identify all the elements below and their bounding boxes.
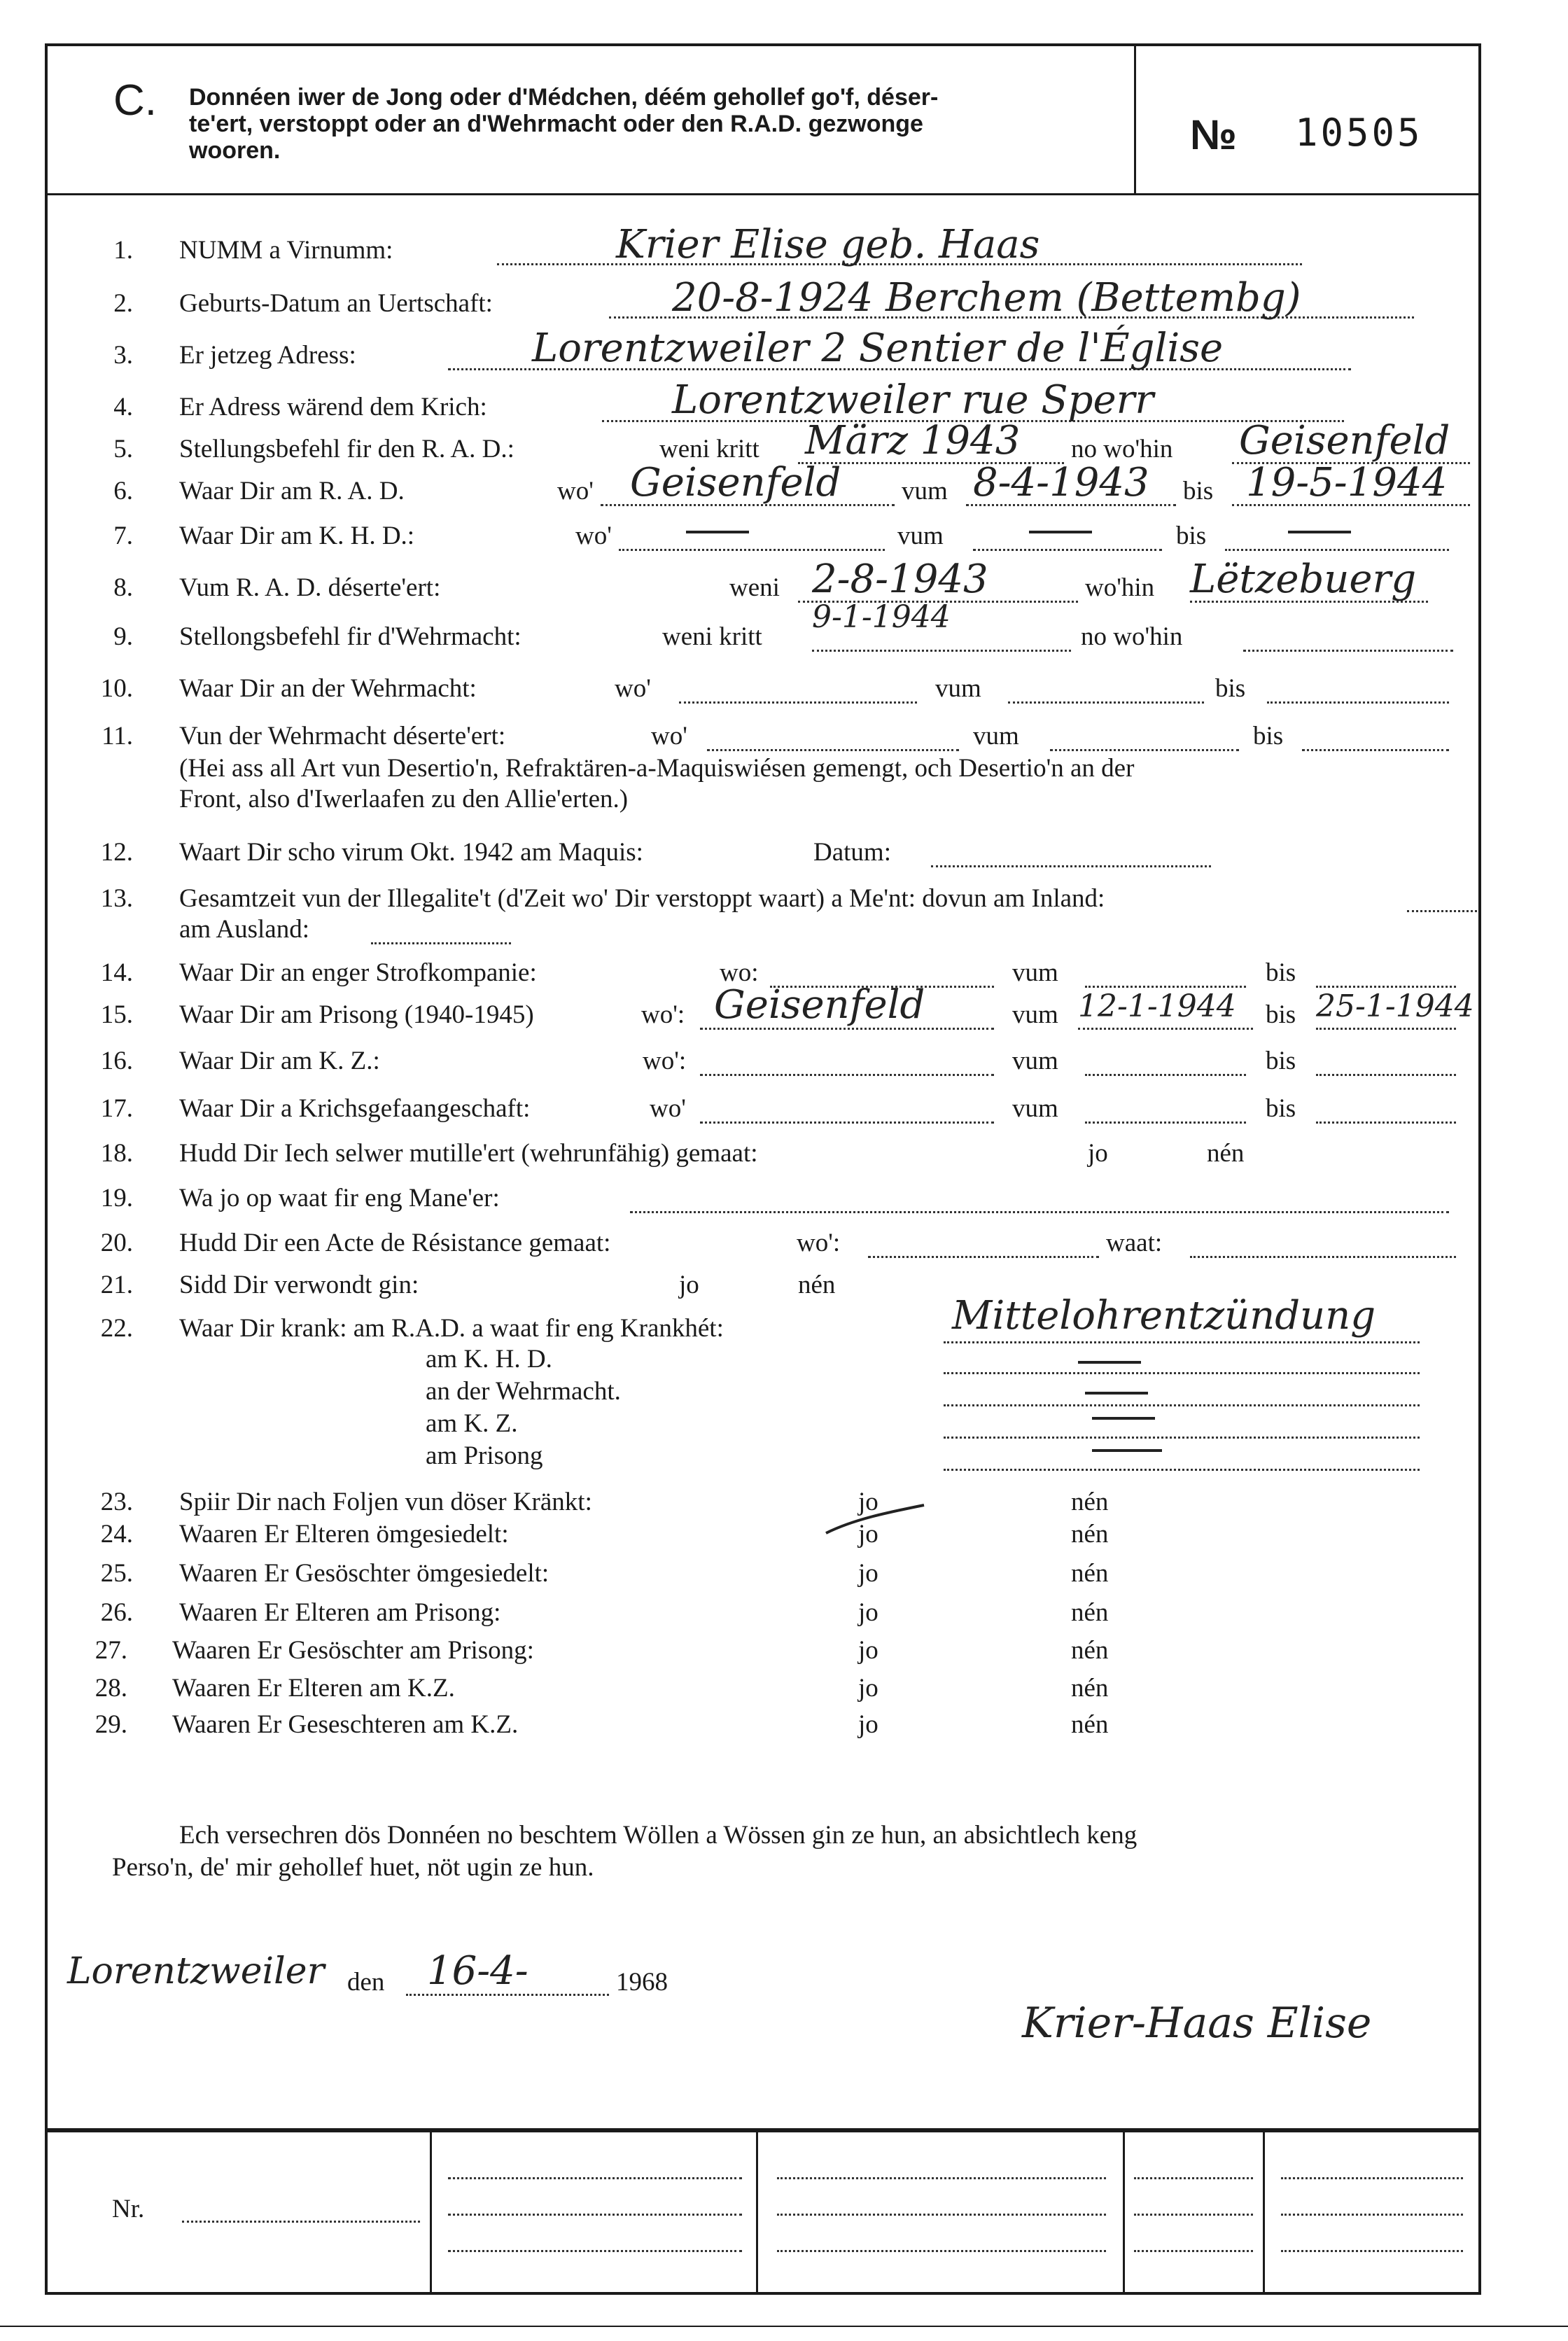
wo-label: wo' <box>557 477 594 505</box>
wehrmacht-desertion-label: Vun der Wehrmacht déserte'ert: <box>179 722 506 750</box>
fill-line <box>1316 986 1456 988</box>
weni-label: weni kritt <box>659 435 760 463</box>
consequences-label: Spiir Dir nach Foljen vun döser Kränkt: <box>179 1488 592 1516</box>
address-value: Lorentzweiler 2 Sentier de l'Église <box>532 326 1224 371</box>
nen-option: nén <box>798 1271 836 1299</box>
ausland-label: am Ausland: <box>179 915 310 944</box>
bis-label: bis <box>1183 477 1214 505</box>
prison-place: Geisenfeld <box>714 982 925 1028</box>
illness-sub-label: am K. H. D. <box>426 1345 552 1374</box>
fill-line <box>944 1469 1420 1471</box>
rad-service-label: Waar Dir am R. A. D. <box>179 477 405 505</box>
jo-option: jo <box>858 1598 878 1627</box>
fill-line <box>1085 986 1246 988</box>
jo-option: jo <box>858 1488 878 1516</box>
nen-option: nén <box>1071 1710 1109 1739</box>
jo-option: jo <box>679 1271 699 1299</box>
vum-label: vum <box>902 477 948 505</box>
siblings-resettled-label: Waaren Er Gesöschter ömgesiedelt: <box>179 1559 550 1588</box>
nen-option: nén <box>1071 1559 1109 1588</box>
rad-desertion-place: Lëtzebuerg <box>1190 557 1417 602</box>
fill-line <box>1225 549 1449 551</box>
weni-label: weni <box>729 573 780 602</box>
empty-dash <box>1029 531 1092 533</box>
name-value: Krier Elise geb. Haas <box>616 222 1040 267</box>
fill-line <box>1316 1028 1456 1030</box>
fill-line <box>619 549 885 551</box>
maquis-label: Waart Dir scho virum Okt. 1942 am Maquis: <box>179 838 643 867</box>
row-number: 5. <box>113 435 133 463</box>
header-title-line: wooren. <box>189 137 281 164</box>
vum-label: vum <box>1012 958 1058 987</box>
fill-line <box>1050 749 1239 751</box>
fill-line <box>1078 1028 1253 1030</box>
header-separator <box>45 193 1481 195</box>
wohin-label: no wo'hin <box>1071 435 1173 463</box>
row-number: 24. <box>100 1520 133 1549</box>
fill-line <box>1302 749 1449 751</box>
row-number: 25. <box>100 1559 133 1588</box>
siblings-prison-label: Waaren Er Gesöschter am Prisong: <box>172 1636 534 1665</box>
resistance-label: Hudd Dir een Acte de Résistance gemaat: <box>179 1229 611 1257</box>
wehrmacht-service-label: Waar Dir an der Wehrmacht: <box>179 674 477 703</box>
fill-line <box>371 942 511 944</box>
fill-line <box>1281 2214 1463 2216</box>
row-number: 6. <box>113 477 133 505</box>
declaration-text: Perso'n, de' mir gehollef huet, nöt ugin ze hun. <box>112 1853 594 1882</box>
fill-line <box>1243 650 1453 652</box>
row-number: 10. <box>100 674 133 703</box>
wohin-label: wo'hin <box>1085 573 1155 602</box>
bis-label: bis <box>1266 958 1296 987</box>
nen-option: nén <box>1071 1674 1109 1703</box>
datum-label: Datum: <box>813 838 891 867</box>
row-number: 29. <box>94 1710 127 1739</box>
wehrmacht-order-label: Stellongsbefehl fir d'Wehrmacht: <box>179 622 522 651</box>
footer-divider <box>1263 2132 1265 2295</box>
fill-line <box>812 650 1071 652</box>
fill-line <box>700 1074 994 1076</box>
jo-option: jo <box>858 1520 878 1549</box>
fill-line <box>1134 2177 1253 2179</box>
wo-label: wo' <box>615 674 651 703</box>
vum-label: vum <box>973 722 1019 750</box>
row-number: 8. <box>113 573 133 602</box>
nen-option: nén <box>1071 1488 1109 1516</box>
birth-label: Geburts-Datum an Uertschaft: <box>179 289 493 318</box>
birth-value: 20-8-1924 Berchem (Bettembg) <box>672 275 1301 321</box>
vum-label: vum <box>1012 1094 1058 1123</box>
illness-value: Mittelohrentzündung <box>952 1293 1376 1339</box>
bis-label: bis <box>1253 722 1284 750</box>
row-number: 28. <box>94 1674 127 1703</box>
nen-option: nén <box>1207 1139 1245 1168</box>
fill-line <box>630 1211 1449 1213</box>
footer-divider <box>756 2132 758 2295</box>
wounded-label: Sidd Dir verwondt gin: <box>179 1271 419 1299</box>
illness-label: Waar Dir krank: am R.A.D. a waat fir eng Krankhét: <box>179 1314 724 1343</box>
rad-service-to: 19-5-1944 <box>1246 460 1448 505</box>
wo-label: wo': <box>641 1000 685 1029</box>
jo-option: jo <box>858 1636 878 1665</box>
nen-option: nén <box>1071 1598 1109 1627</box>
bis-label: bis <box>1266 1000 1296 1029</box>
punishment-company-label: Waar Dir an enger Strofkompanie: <box>179 958 537 987</box>
row-number: 27. <box>94 1636 127 1665</box>
row-number: 9. <box>113 622 133 651</box>
footer-top-line <box>45 2128 1481 2132</box>
row-number: 1. <box>113 236 133 265</box>
wo-label: wo' <box>575 522 612 550</box>
war-address-label: Er Adress wärend dem Krich: <box>179 393 487 421</box>
fill-line <box>1085 1121 1246 1124</box>
fill-line <box>944 1404 1420 1406</box>
fill-line <box>868 1256 1099 1258</box>
section-letter: C. <box>113 76 157 125</box>
den-label: den <box>347 1968 385 1997</box>
vum-label: vum <box>1012 1000 1058 1029</box>
fill-line <box>700 1121 994 1124</box>
wo-label: wo: <box>720 958 759 987</box>
fill-line <box>1407 910 1477 912</box>
wo-label: wo': <box>797 1229 841 1257</box>
empty-dash <box>1092 1449 1162 1452</box>
bis-label: bis <box>1266 1094 1296 1123</box>
fill-line <box>1134 2250 1253 2252</box>
wo-label: wo' <box>650 1094 686 1123</box>
fill-line <box>448 2177 742 2179</box>
fill-line <box>1008 701 1204 704</box>
waat-label: waat: <box>1106 1229 1163 1257</box>
bis-label: bis <box>1176 522 1207 550</box>
war-address-value: Lorentzweiler rue Sperr <box>672 377 1154 423</box>
fill-line <box>448 2250 742 2252</box>
wehrmacht-order-date: 9-1-1944 <box>812 599 951 635</box>
fill-line <box>931 865 1211 867</box>
rad-desertion-date: 2-8-1943 <box>812 557 988 602</box>
empty-dash <box>686 531 749 533</box>
row-number: 20. <box>100 1229 133 1257</box>
fill-line <box>700 1028 994 1030</box>
row-number: 23. <box>100 1488 133 1516</box>
jo-option: jo <box>858 1674 878 1703</box>
prison-label: Waar Dir am Prisong (1940-1945) <box>179 1000 534 1029</box>
jo-option: jo <box>858 1559 878 1588</box>
row-number: 4. <box>113 393 133 421</box>
row-number: 18. <box>100 1139 133 1168</box>
fill-line <box>406 1994 609 1996</box>
rad-order-label: Stellungsbefehl fir den R. A. D.: <box>179 435 514 463</box>
fill-line <box>1316 1074 1456 1076</box>
nen-option: nén <box>1071 1636 1109 1665</box>
rad-order-place: Geisenfeld <box>1239 418 1450 463</box>
nen-option: nén <box>1071 1520 1109 1549</box>
empty-dash <box>1092 1417 1155 1420</box>
fill-line <box>1085 1074 1246 1076</box>
parents-resettled-label: Waaren Er Elteren ömgesiedelt: <box>179 1520 509 1549</box>
row-number: 3. <box>113 341 133 370</box>
jo-option: jo <box>1088 1139 1108 1168</box>
signing-year: 1968 <box>616 1968 668 1997</box>
siblings-kz-label: Waaren Er Geseschteren am K.Z. <box>172 1710 519 1739</box>
header-title <box>189 84 1092 164</box>
fill-line <box>944 1437 1420 1439</box>
row-number: 7. <box>113 522 133 550</box>
illegality-label: Gesamtzeit vun der Illegalite't (d'Zeit wo' Dir verstoppt waart) a Me'nt: dovun am Inland: <box>179 884 1105 913</box>
footer-divider <box>1123 2132 1125 2295</box>
row-number: 26. <box>100 1598 133 1627</box>
header-title-line: te'ert, verstoppt oder an d'Wehrmacht oder den R.A.D. gezwonge <box>189 111 923 137</box>
fill-line <box>707 749 959 751</box>
nr-label: Nr. <box>112 2195 145 2223</box>
fill-line <box>679 701 917 704</box>
row-number: 14. <box>100 958 133 987</box>
row-number: 19. <box>100 1184 133 1213</box>
header-title-line: Donnéen iwer de Jong oder d'Médchen, déém gehollef go'f, déser- <box>189 84 939 111</box>
row-number: 17. <box>100 1094 133 1123</box>
row-number: 22. <box>100 1314 133 1343</box>
vum-label: vum <box>935 674 981 703</box>
number-label: № <box>1190 111 1237 158</box>
fill-line <box>777 2177 1106 2179</box>
page-edge-line <box>0 2326 1568 2327</box>
fill-line <box>777 2214 1106 2216</box>
fill-line <box>448 2214 742 2216</box>
weni-label: weni kritt <box>662 622 762 651</box>
row-number: 15. <box>100 1000 133 1029</box>
pow-label: Waar Dir a Krichsgefaangeschaft: <box>179 1094 531 1123</box>
address-label: Er jetzeg Adress: <box>179 341 356 370</box>
name-label: NUMM a Virnumm: <box>179 236 393 265</box>
empty-dash <box>1078 1361 1141 1364</box>
wo-label: wo': <box>643 1047 687 1075</box>
fill-line <box>777 2250 1106 2252</box>
fill-line <box>1281 2250 1463 2252</box>
row-number: 2. <box>113 289 133 318</box>
khd-label: Waar Dir am K. H. D.: <box>179 522 415 550</box>
prison-to: 25-1-1944 <box>1316 988 1474 1024</box>
wo-label: wo' <box>651 722 687 750</box>
fill-line <box>944 1372 1420 1374</box>
vum-label: vum <box>897 522 944 550</box>
bis-label: bis <box>1215 674 1246 703</box>
fill-line <box>1267 701 1449 704</box>
row-number: 16. <box>100 1047 133 1075</box>
fill-line <box>1316 1121 1456 1124</box>
manner-label: Wa jo op waat fir eng Mane'er: <box>179 1184 500 1213</box>
parents-prison-label: Waaren Er Elteren am Prisong: <box>179 1598 501 1627</box>
desertion-note: Front, also d'Iwerlaafen zu den Allie'erten.) <box>179 785 629 813</box>
illness-sub-label: am Prisong <box>426 1441 543 1470</box>
parents-kz-label: Waaren Er Elteren am K.Z. <box>172 1674 455 1703</box>
fill-line <box>1281 2177 1463 2179</box>
jo-option: jo <box>858 1710 878 1739</box>
illness-sub-label: an der Wehrmacht. <box>426 1377 621 1406</box>
empty-dash <box>1288 531 1351 533</box>
row-number: 13. <box>100 884 133 913</box>
wohin-label: no wo'hin <box>1081 622 1183 651</box>
bis-label: bis <box>1266 1047 1296 1075</box>
fill-line <box>1190 1256 1456 1258</box>
kz-label: Waar Dir am K. Z.: <box>179 1047 380 1075</box>
fill-line <box>1134 2214 1253 2216</box>
illness-sub-label: am K. Z. <box>426 1409 518 1438</box>
form-number: 10505 <box>1295 111 1423 155</box>
prison-from: 12-1-1944 <box>1078 988 1236 1024</box>
fill-line <box>182 2221 420 2223</box>
fill-line <box>944 1341 1420 1343</box>
self-mutilation-label: Hudd Dir Iech selwer mutille'ert (wehrunfähig) gemaat: <box>179 1139 758 1168</box>
signature: Krier-Haas Elise <box>1022 1999 1372 2048</box>
row-number: 11. <box>102 722 133 750</box>
empty-dash <box>1085 1392 1148 1395</box>
header-divider <box>1134 46 1136 193</box>
rad-service-from: 8-4-1943 <box>973 460 1149 505</box>
signing-date: 16-4- <box>427 1948 528 1994</box>
rad-order-date: März 1943 <box>805 418 1021 463</box>
rad-service-place: Geisenfeld <box>630 460 841 505</box>
fill-line <box>973 549 1162 551</box>
rad-desertion-label: Vum R. A. D. déserte'ert: <box>179 573 441 602</box>
declaration-text: Ech versechren dös Donnéen no beschtem Wöllen a Wössen gin ze hun, an absichtlech keng <box>179 1821 1138 1850</box>
desertion-note: (Hei ass all Art vun Desertio'n, Refraktären-a-Maquiswiésen gemengt, och Desertio'n an der <box>179 754 1135 783</box>
vum-label: vum <box>1012 1047 1058 1075</box>
row-number: 21. <box>100 1271 133 1299</box>
footer-divider <box>430 2132 432 2295</box>
row-number: 12. <box>100 838 133 867</box>
signing-place: Lorentzweiler <box>67 1950 325 1992</box>
